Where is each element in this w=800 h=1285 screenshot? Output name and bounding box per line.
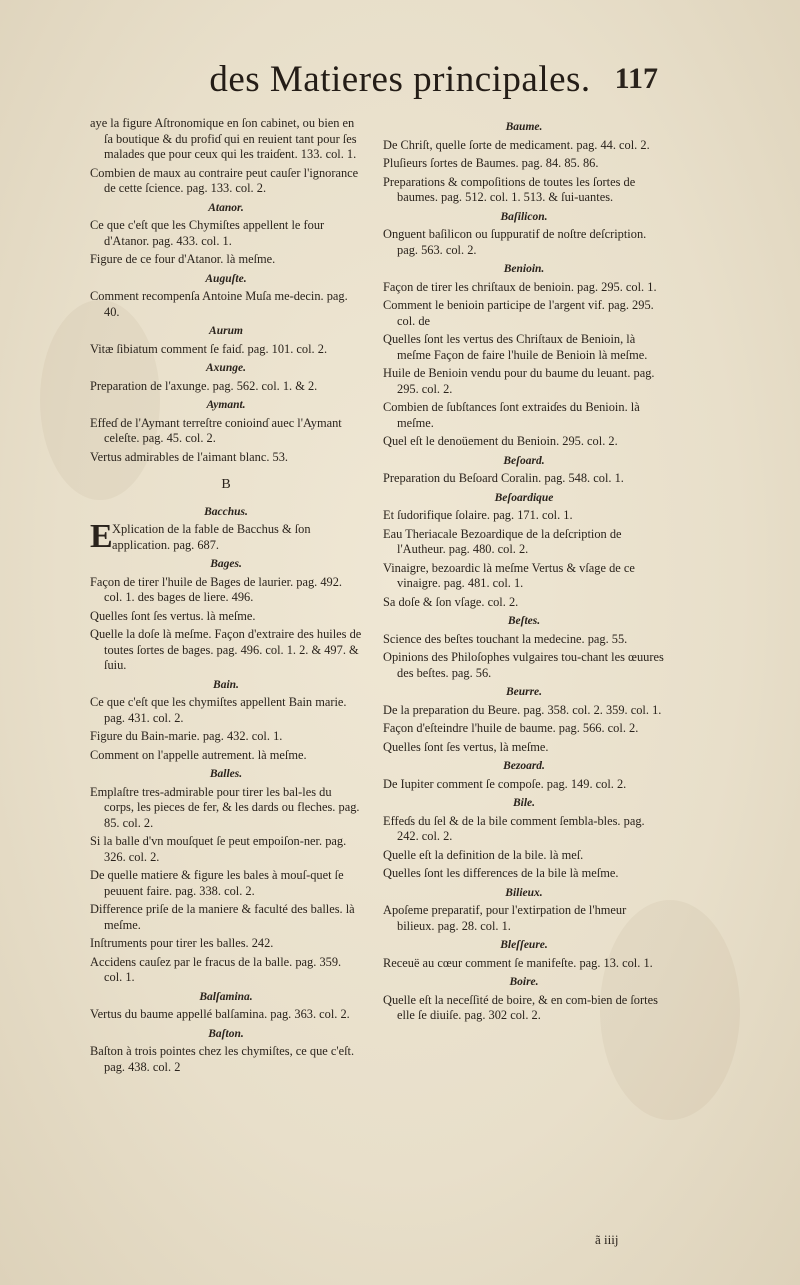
index-entry: Preparations & compoſitions de toutes les ſortes de baumes. pag. 512. col. 1. 513. & ſui-uantes. xyxy=(383,174,636,204)
index-headword: Bile. xyxy=(512,797,536,809)
index-headword: Bages. xyxy=(210,558,242,570)
index-headword: Bezoard. xyxy=(503,760,545,772)
left-column xyxy=(90,116,362,1078)
drop-cap: E xyxy=(90,518,113,555)
page-number: 117 xyxy=(614,62,658,95)
index-entry: Sa doſe & ſon vſage. col. 2. xyxy=(383,594,519,609)
index-entry: Difference priſe de la maniere & faculté des balles. là meſme. xyxy=(90,902,355,932)
right-column xyxy=(383,116,665,1027)
index-entry: Effeɗs du ſel & de la bile comment ſembla-bles. pag. 242. col. 2. xyxy=(383,813,645,843)
index-entry: Emplaſtre tres-admirable pour tirer les bal-les du corps, les pieces de fer, & les dards ou fleches. pag. 85. col. 2. xyxy=(90,784,360,830)
index-entry: Baſton à trois pointes chez les chymiſtes, ce que c'eſt. pag. 438. col. 2 xyxy=(90,1044,355,1074)
running-title: des Matieres principales. xyxy=(209,59,591,100)
index-headword: Beſoard. xyxy=(503,454,545,467)
index-headword: Atanor. xyxy=(208,201,244,214)
index-headword: Baume. xyxy=(505,121,543,133)
index-entry: Quelle la doſe là meſme. Façon d'extraire des huiles de toutes ſortes de bages. pag. 496. col. 1. 2. & 497. & ſuiu. xyxy=(90,627,362,672)
index-entry: Comment recompenſa Antoine Muſa me-decin. pag. 40. xyxy=(90,289,348,319)
index-entry: De quelle matiere & figure les bales à mouſ-quet ſe peuuent faire. pag. 338. col. 2. xyxy=(90,868,344,898)
index-entry: Quelles ſont les vertus des Chriſtaux de Benioin, là meſme Façon de faire l'huile de Benioin là meſme. xyxy=(383,332,648,362)
page-header xyxy=(0,58,800,106)
index-headword: Bleſſeure. xyxy=(500,939,548,951)
index-entry: Huile de Benioin vendu pour du baume du leuant. pag. 295. col. 2. xyxy=(383,366,655,396)
index-headword: Baſilicon. xyxy=(500,210,548,223)
index-entry: Accidens cauſez par le fracus de la balle. pag. 359. col. 1. xyxy=(90,954,342,984)
index-entry: aye la figure Aſtronomique en ſon cabinet, ou bien en ſa boutique & du profiɗ qui en reuient tant pour ſes malades que pour ceux qui les traiɗent. 133. col. 1. xyxy=(90,116,357,161)
index-headword: Auguſte. xyxy=(205,272,247,285)
index-entry: Preparation du Beſoard Coralin. pag. 548. col. 1. xyxy=(383,471,624,485)
signature-mark: ã iiij xyxy=(595,1232,619,1247)
index-entry: Si la balle d'vn mouſquet ſe peut empoiſon-ner. pag. 326. col. 2. xyxy=(90,834,347,864)
index-headword: Beurre. xyxy=(505,686,543,698)
index-entry: Quelles ſont ſes vertus. là meſme. xyxy=(90,608,256,623)
index-entry: Comment on l'appelle autrement. là meſme. xyxy=(90,747,307,762)
index-entry: Vinaigre, bezoardic là meſme Vertus & vſage de ce vinaigre. pag. 481. col. 1. xyxy=(383,560,635,590)
index-headword: Boire. xyxy=(509,976,539,988)
index-entry: Inſtruments pour tirer les balles. 242. xyxy=(90,936,274,950)
index-headword: Axunge. xyxy=(206,362,246,374)
index-entry: Quelle eſt la neceſſité de boire, & en com-bien de ſortes elle ſe diuiſe. pag. 302 col. 2. xyxy=(383,992,658,1022)
index-entry: Ce que c'eſt que les chymiſtes appellent Bain marie. pag. 431. col. 2. xyxy=(90,695,347,725)
index-headword: Balſamina. xyxy=(199,990,253,1003)
index-entry: De Iupiter comment ſe compoſe. pag. 149. col. 2. xyxy=(383,776,627,791)
index-entry: Combien de ſubſtances ſont extraiɗes du Benioin. là meſme. xyxy=(383,400,640,430)
index-entry: Quel eſt le denoüement du Benioin. 295. col. 2. xyxy=(383,434,618,448)
index-entry: Figure de ce four d'Atanor. là meſme. xyxy=(90,252,276,266)
index-entry xyxy=(90,518,362,555)
index-entry: Onguent baſilicon ou ſuppuratif de noſtre deſcription. pag. 563. col. 2. xyxy=(383,227,647,257)
index-entry: Science des beſtes touchant la medecine. pag. 55. xyxy=(383,631,628,646)
index-headword: Baſton. xyxy=(208,1027,244,1040)
index-headword: Benioin. xyxy=(503,263,545,275)
index-entry: Opinions des Philoſophes vulgaires tou-chant les œuures des beſtes. pag. 56. xyxy=(383,650,664,680)
index-entry: Vertus admirables de l'aimant blanc. 53. xyxy=(90,449,289,464)
index-entry: De Chriſt, quelle ſorte de medicament. pag. 44. col. 2. xyxy=(383,137,650,152)
index-entry: Façon de tirer les chriſtaux de benioin. pag. 295. col. 1. xyxy=(383,279,657,294)
index-headword: Aurum xyxy=(209,325,243,337)
index-entry: Et ſudorifique ſolaire. pag. 171. col. 1. xyxy=(383,508,573,522)
index-entry: Quelles ſont les differences de la bile là meſme. xyxy=(383,866,619,880)
index-entry: Comment le benioin participe de l'argent vif. pag. 295. col. de xyxy=(383,298,654,328)
index-entry: Eau Theriacale Bezoardique de la deſcription de l'Autheur. pag. 480. col. 2. xyxy=(383,526,622,556)
section-letter: B xyxy=(221,477,231,492)
index-headword: Bilieux. xyxy=(505,886,543,899)
index-entry: Effeɗ de l'Aymant terreſtre conioinɗ auec l'Aymant celeſte. pag. 45. col. 2. xyxy=(90,415,342,445)
index-entry: Vitæ ſibiatum comment ſe faiɗ. pag. 101. col. 2. xyxy=(90,341,328,356)
index-entry: Ce que c'eſt que les Chymiſtes appellent le four d'Atanor. pag. 433. col. 1. xyxy=(90,218,325,248)
index-entry: Vertus du baume appellé balſamina. pag. 363. col. 2. xyxy=(90,1007,350,1021)
index-entry: Receuë au cœur comment ſe manifeſte. pag. 13. col. 1. xyxy=(383,955,653,970)
index-entry: De la preparation du Beure. pag. 358. col. 2. 359. col. 1. xyxy=(383,702,662,717)
index-entry: Pluſieurs ſortes de Baumes. pag. 84. 85. 86. xyxy=(383,156,599,170)
entry-text: Xplication de la fable de Bacchus & ſon application. pag. 687. xyxy=(112,522,311,552)
index-headword: Bain. xyxy=(213,678,239,691)
index-headword: Beſtes. xyxy=(507,615,541,627)
index-entry: Quelle eſt la definition de la bile. là meſ. xyxy=(383,847,584,862)
index-headword: Bacchus. xyxy=(204,505,248,518)
index-entry: Preparation de l'axunge. pag. 562. col. 1. & 2. xyxy=(90,378,318,393)
index-entry: Apoſeme preparatif, pour l'extirpation de l'hmeur bilieux. pag. 28. col. 1. xyxy=(383,903,627,933)
index-headword: Aymant. xyxy=(206,399,246,411)
index-headword: Beſoardique xyxy=(494,491,554,504)
index-entry: Combien de maux au contraire peut cauſer l'ignorance de cette ſcience. pag. 133. col. 2. xyxy=(90,165,359,195)
index-entry: Façon de tirer l'huile de Bages de laurier. pag. 492. col. 1. des bages de liere. 496. xyxy=(90,574,343,604)
index-entry: Quelles ſont ſes vertus, là meſme. xyxy=(383,739,549,754)
index-entry: Façon d'eſteindre l'huile de baume. pag. 566. col. 2. xyxy=(383,721,639,735)
index-entry: Figure du Bain-marie. pag. 432. col. 1. xyxy=(90,729,283,743)
index-headword: Balles. xyxy=(209,768,243,780)
